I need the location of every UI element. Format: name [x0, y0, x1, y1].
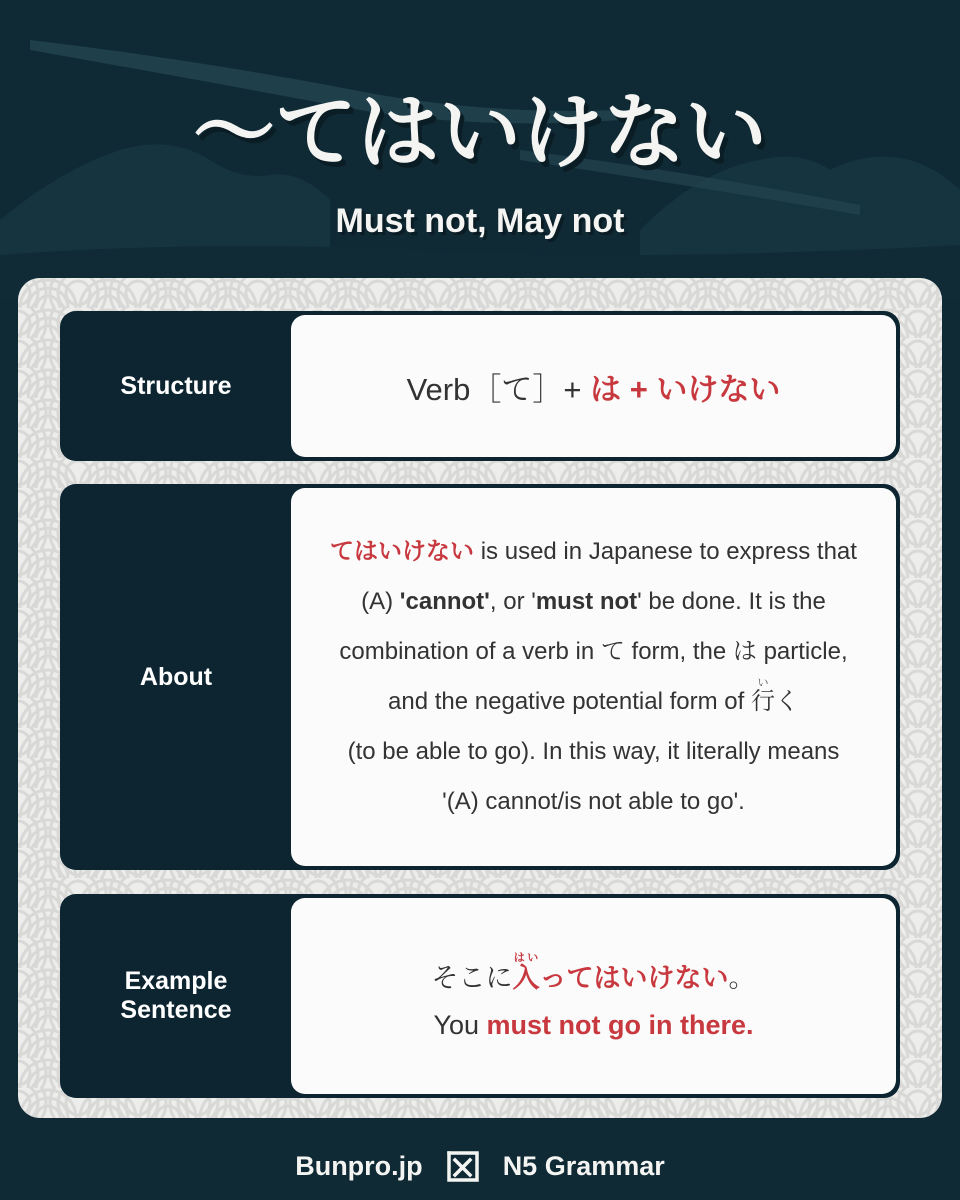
structure-formula [407, 364, 781, 409]
structure-label: Structure [120, 371, 232, 400]
example-row [60, 894, 900, 1098]
about-line-2-c: , or ' [489, 588, 536, 615]
page-subtitle: Must not, May not [335, 202, 625, 240]
about-line-2-e: ' be done. It is the [637, 588, 826, 615]
footer [0, 1146, 960, 1186]
example-jp-pre: そこに [431, 963, 513, 995]
example-label: Example Sentence [120, 967, 232, 1024]
about-line-2 [330, 577, 857, 627]
example-jp-post: 。 [728, 963, 756, 995]
about-highlight: てはいけない [330, 538, 475, 565]
example-furigana-hai [512, 951, 540, 995]
about-line-6: '(A) cannot/is not able to go'. [442, 788, 745, 815]
about-line-3: combination of a verb in て form, the は particle, [339, 638, 848, 665]
about-furigana-iku [750, 677, 775, 715]
example-en-highlight: must not go in there. [486, 1009, 754, 1040]
about-label: About [139, 662, 213, 691]
bunpro-logo-icon [443, 1146, 483, 1186]
about-line-1 [330, 527, 857, 577]
example-card [291, 898, 896, 1094]
example-japanese [432, 951, 756, 995]
about-line-4-pre: and the negative potential form of [388, 688, 751, 715]
example-jp-highlight: ってはいけない [539, 963, 729, 995]
example-en-pre: You [433, 1009, 487, 1040]
footer-brand: Bunpro.jp [295, 1150, 423, 1181]
about-line-4 [330, 677, 857, 727]
about-kanji-iku: 行 [750, 688, 775, 715]
example-furigana: はい [512, 951, 540, 965]
about-line-5: (to be able to go). In this way, it literally means [347, 738, 840, 765]
about-cannot: 'cannot' [399, 588, 490, 615]
about-card [291, 488, 896, 866]
footer-level: N5 Grammar [502, 1150, 665, 1181]
structure-prefix: Verb［て］+ [406, 371, 591, 407]
about-line-2-a: (A) [361, 588, 400, 615]
about-must-not: must not [535, 588, 638, 615]
content-panel [18, 278, 942, 1118]
structure-highlight: は + いけない [590, 371, 781, 407]
example-kanji: 入 [512, 963, 540, 995]
structure-card [291, 315, 896, 457]
about-line-4-post: く [774, 688, 799, 715]
example-english [433, 1010, 753, 1041]
about-line-1-text: is used in Japanese to express that [474, 538, 857, 565]
about-row [60, 484, 900, 870]
about-furigana: い [750, 677, 775, 689]
structure-row [60, 311, 900, 461]
about-description [316, 527, 871, 827]
page-title: 〜てはいけない [192, 85, 767, 180]
